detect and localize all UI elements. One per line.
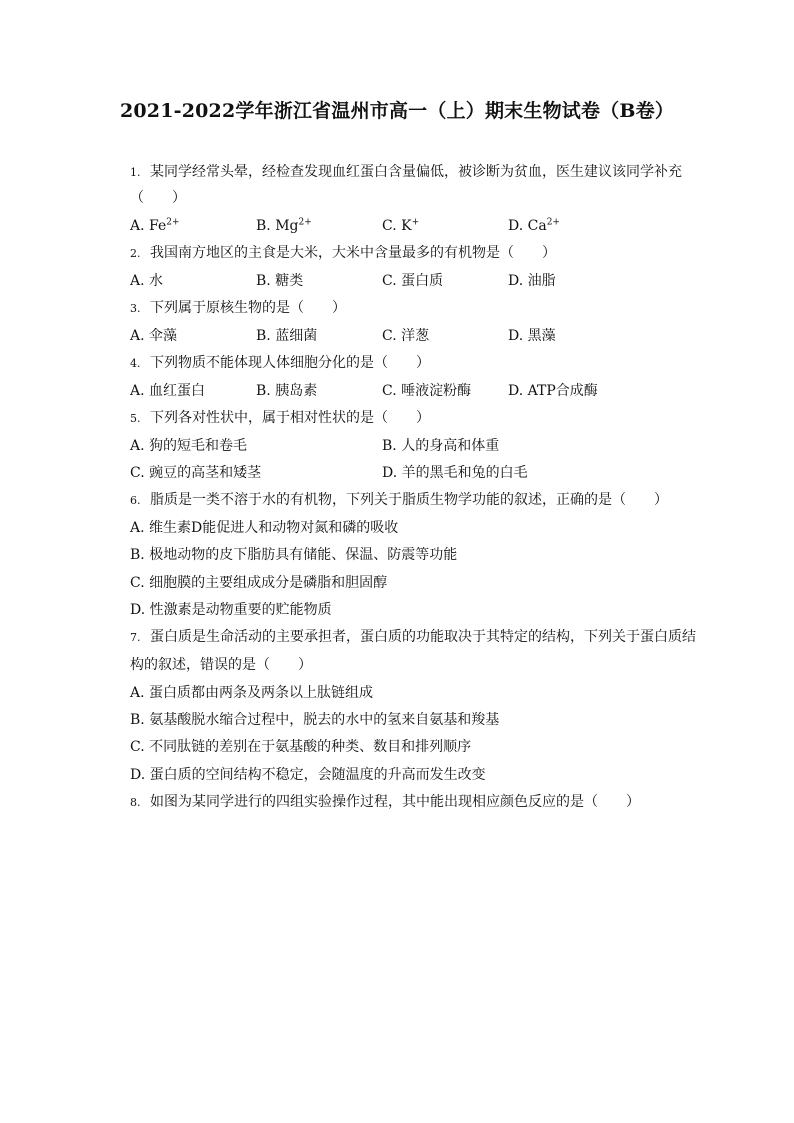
option-text: 豌豆的高茎和矮茎 bbox=[149, 465, 262, 481]
question-stem: 下列物质不能体现人体细胞分化的是（ ） bbox=[150, 355, 430, 371]
option-label: D. bbox=[508, 218, 524, 234]
option-text: 伞藻 bbox=[149, 328, 178, 344]
option-c bbox=[382, 327, 429, 345]
option-label: B. bbox=[256, 273, 271, 289]
option-sup: 2+ bbox=[166, 217, 180, 228]
option-label: D. bbox=[382, 465, 398, 481]
option-text: 洋葱 bbox=[401, 328, 430, 344]
option-label: B. bbox=[130, 547, 145, 563]
question-3 bbox=[130, 299, 710, 318]
option-a bbox=[130, 437, 247, 455]
option-text: 极地动物的皮下脂肪具有储能、保温、防震等功能 bbox=[149, 547, 458, 563]
question-stem: 我国南方地区的主食是大米，大米中含量最多的有机物是（ ） bbox=[150, 245, 556, 261]
question-stem: 蛋白质是生命活动的主要承担者，蛋白质的功能取决于其特定的结构，下列关于蛋白质结 bbox=[150, 629, 696, 645]
option-a bbox=[130, 382, 205, 400]
option-label: C. bbox=[382, 218, 397, 234]
option-text: 油脂 bbox=[527, 273, 556, 289]
option-text: 不同肽链的差别在于氨基酸的种类、数目和排列顺序 bbox=[149, 739, 472, 755]
option-text: 细胞膜的主要组成成分是磷脂和胆固醇 bbox=[149, 575, 388, 591]
option-text: 羊的黑毛和兔的白毛 bbox=[401, 465, 528, 481]
option-d bbox=[382, 464, 528, 482]
question-stem: 如图为某同学进行的四组实验操作过程，其中能出现相应颜色反应的是（ ） bbox=[150, 794, 640, 810]
option-b bbox=[256, 217, 312, 235]
option-b bbox=[256, 382, 317, 400]
option-text: 唾液淀粉酶 bbox=[401, 383, 472, 399]
option-c bbox=[382, 382, 471, 400]
option-d bbox=[130, 766, 486, 784]
question-stem: 下列属于原核生物的是（ ） bbox=[150, 300, 346, 316]
option-text: 水 bbox=[149, 273, 164, 289]
option-label: D. bbox=[508, 328, 524, 344]
option-b bbox=[256, 327, 317, 345]
option-a bbox=[130, 519, 398, 537]
option-b bbox=[382, 437, 499, 455]
option-text: 蓝细菌 bbox=[275, 328, 318, 344]
question-1 bbox=[130, 163, 710, 182]
question-stem: 脂质是一类不溶于水的有机物，下列关于脂质生物学功能的叙述，正确的是（ ） bbox=[150, 492, 668, 508]
option-label: D. bbox=[508, 383, 524, 399]
option-d bbox=[508, 382, 598, 400]
option-label: A. bbox=[130, 383, 145, 399]
option-text: 蛋白质都由两条及两条以上肽链组成 bbox=[149, 685, 374, 701]
option-text: 血红蛋白 bbox=[149, 383, 206, 399]
option-label: B. bbox=[256, 218, 271, 234]
question-6 bbox=[130, 491, 710, 510]
option-a bbox=[130, 327, 177, 345]
question-number: 4. bbox=[130, 357, 141, 370]
option-c bbox=[130, 464, 261, 482]
option-text: ATP合成酶 bbox=[527, 383, 598, 399]
question-number: 6. bbox=[130, 494, 141, 507]
question-number: 1. bbox=[130, 166, 141, 179]
option-label: B. bbox=[130, 712, 145, 728]
question-stem: 下列各对性状中，属于相对性状的是（ ） bbox=[150, 410, 430, 426]
option-text: 蛋白质的空间结构不稳定，会随温度的升高而发生改变 bbox=[149, 767, 486, 783]
option-label: C. bbox=[382, 383, 397, 399]
question-number: 5. bbox=[130, 412, 141, 425]
option-label: B. bbox=[256, 383, 271, 399]
option-b bbox=[130, 546, 457, 564]
option-text: Ca bbox=[527, 218, 547, 234]
option-label: B. bbox=[382, 438, 397, 454]
option-b bbox=[256, 272, 303, 290]
option-text: 狗的短毛和卷毛 bbox=[149, 438, 248, 454]
option-d bbox=[508, 217, 560, 235]
option-label: A. bbox=[130, 328, 145, 344]
option-text: 氨基酸脱水缩合过程中，脱去的水中的氢来自氨基和羧基 bbox=[149, 712, 500, 728]
option-c bbox=[382, 217, 419, 235]
option-label: C. bbox=[130, 465, 145, 481]
option-label: C. bbox=[382, 273, 397, 289]
option-text: 维生素D能促进人和动物对氮和磷的吸收 bbox=[149, 520, 399, 536]
option-c bbox=[130, 574, 387, 592]
option-label: A. bbox=[130, 520, 145, 536]
question-stem-cont: （ ） bbox=[130, 190, 186, 206]
option-label: A. bbox=[130, 273, 145, 289]
option-b bbox=[130, 711, 499, 729]
option-label: B. bbox=[256, 328, 271, 344]
option-text: 性激素是动物重要的贮能物质 bbox=[149, 602, 332, 618]
option-text: Mg bbox=[275, 218, 299, 234]
option-sup: 2+ bbox=[546, 217, 560, 228]
option-label: D. bbox=[508, 273, 524, 289]
option-text: Fe bbox=[149, 218, 167, 234]
page-title: 2021-2022学年浙江省温州市高一（上）期末生物试卷（B卷） bbox=[119, 100, 675, 122]
option-c bbox=[130, 738, 471, 756]
question-stem: 某同学经常头晕，经检查发现血红蛋白含量偏低，被诊断为贫血，医生建议该同学补充 bbox=[150, 164, 682, 180]
option-text: 蛋白质 bbox=[401, 273, 444, 289]
option-label: D. bbox=[130, 767, 146, 783]
option-sup: + bbox=[411, 217, 420, 228]
option-a bbox=[130, 272, 163, 290]
option-d bbox=[130, 601, 332, 619]
option-text: 黑藻 bbox=[527, 328, 556, 344]
question-number: 2. bbox=[130, 247, 141, 260]
option-label: D. bbox=[130, 602, 146, 618]
option-d bbox=[508, 272, 556, 290]
question-2 bbox=[130, 244, 710, 263]
option-sup: 2+ bbox=[298, 217, 312, 228]
question-number: 3. bbox=[130, 302, 141, 315]
option-label: C. bbox=[382, 328, 397, 344]
option-c bbox=[382, 272, 443, 290]
question-4 bbox=[130, 354, 710, 373]
option-label: A. bbox=[130, 685, 145, 701]
option-label: C. bbox=[130, 739, 145, 755]
option-a bbox=[130, 684, 373, 702]
option-a bbox=[130, 217, 180, 235]
option-label: A. bbox=[130, 438, 145, 454]
question-number: 8. bbox=[130, 796, 141, 809]
question-stem-cont: 构的叙述，错误的是（ ） bbox=[130, 657, 312, 673]
option-text: K bbox=[401, 218, 412, 234]
option-label: A. bbox=[130, 218, 145, 234]
option-text: 糖类 bbox=[275, 273, 304, 289]
option-text: 胰岛素 bbox=[275, 383, 318, 399]
option-text: 人的身高和体重 bbox=[401, 438, 500, 454]
option-d bbox=[508, 327, 556, 345]
question-8 bbox=[130, 793, 710, 812]
question-7 bbox=[130, 628, 710, 647]
option-label: C. bbox=[130, 575, 145, 591]
question-5 bbox=[130, 409, 710, 428]
question-number: 7. bbox=[130, 631, 141, 644]
